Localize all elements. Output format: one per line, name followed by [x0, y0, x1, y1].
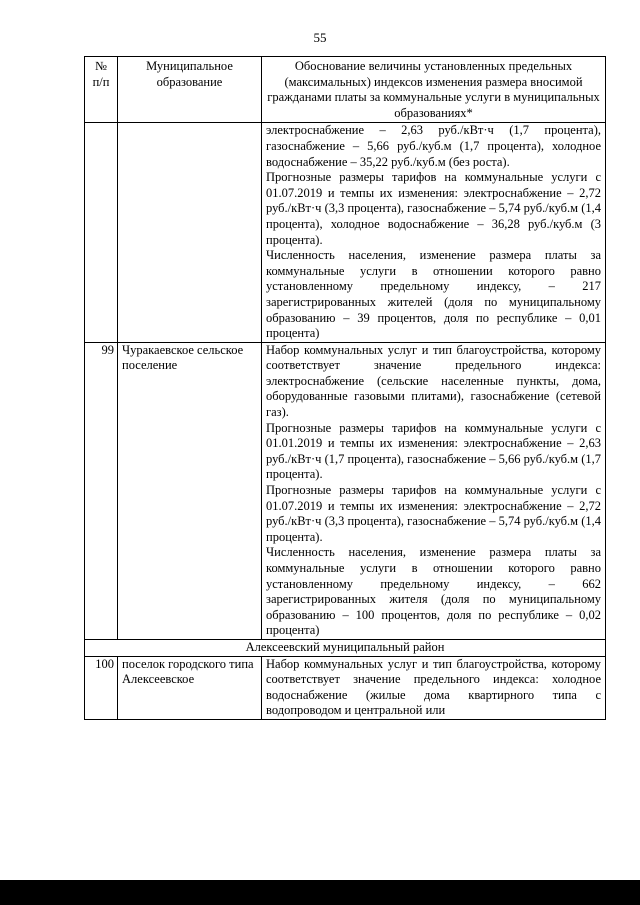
paragraph: Набор коммунальных услуг и тип благоустройства, которому соответствует значение предельного индекса: холодное водоснабжение (жилые дома квартирного типа с водопроводом и центральной или	[266, 656, 601, 718]
header-number	[85, 57, 118, 123]
paragraph: Набор коммунальных услуг и тип благоустройства, которому соответствует значение предельного индекса: электроснабжение (сельские населенные пункты, дома, оборудованные газовыми плитами), газоснабжение (сетевой газ).	[266, 342, 601, 420]
header-municipality	[118, 57, 262, 123]
row-municipality: поселок городского типа Алексеевское	[118, 656, 262, 719]
paragraph: Прогнозные размеры тарифов на коммунальные услуги с 01.07.2019 и темпы их изменения: электроснабжение – 2,72 руб./кВт·ч (3,3 процента), газоснабжение – 5,74 руб./куб.м (1,4 процента).	[266, 483, 601, 544]
row-number: 100	[85, 656, 118, 719]
paragraph: Прогнозные размеры тарифов на коммунальные услуги с 01.01.2019 и темпы их изменения: электроснабжение – 2,63 руб./кВт·ч (1,7 процента), газоснабжение – 5,66 руб./куб.м (1,7 процента).	[266, 420, 601, 482]
table-row	[85, 123, 606, 342]
table-header-row	[85, 57, 606, 123]
row-municipality	[118, 123, 262, 342]
header-number-text: № п/п	[92, 59, 110, 89]
table-row	[85, 656, 606, 719]
row-justification	[262, 656, 606, 719]
row-justification	[262, 342, 606, 639]
region-title: Алексеевский муниципальный район	[85, 639, 606, 656]
paragraph: электроснабжение – 2,63 руб./кВт·ч (1,7 процента), газоснабжение – 5,66 руб./куб.м (1,7 процента), холодное водоснабжение – 35,22 руб./куб.м (без роста).	[266, 123, 601, 169]
row-municipality: Чуракаевское сельское поселение	[118, 342, 262, 639]
paragraph: Численность населения, изменение размера платы за коммунальные услуги в отношении которого равно установленному предельному индексу, – 217 зарегистрированных жителей (доля по муниципальному образованию – 39 процентов, доля по республике – 0,01 процента)	[266, 248, 601, 341]
header-justification-text: Обоснование величины установленных предельных (максимальных) индексов изменения размера вносимой гражданами платы за коммунальные услуги в муниципальных образованиях*	[267, 59, 600, 120]
paragraph: Численность населения, изменение размера платы за коммунальные услуги в отношении которого равно установленному предельному индексу, – 662 зарегистрированных жителя (доля по муниципальному образованию – 100 процентов, доля по республике – 0,02 процента)	[266, 545, 601, 638]
row-number: 99	[85, 342, 118, 639]
header-justification	[262, 57, 606, 123]
paragraph: Прогнозные размеры тарифов на коммунальные услуги с 01.07.2019 и темпы их изменения: электроснабжение – 2,72 руб./кВт·ч (3,3 процента), газоснабжение – 5,74 руб./куб.м (1,4 процента), холодное водоснабжение – 36,28 руб./куб.м (3 процента).	[266, 170, 601, 247]
page-number: 55	[313, 30, 327, 45]
region-row	[85, 639, 606, 656]
tariff-table	[84, 56, 606, 720]
header-municipality-text: Муниципальное образование	[146, 59, 233, 89]
scan-border	[0, 880, 640, 905]
table-row	[85, 342, 606, 639]
row-justification	[262, 123, 606, 342]
row-number	[85, 123, 118, 342]
